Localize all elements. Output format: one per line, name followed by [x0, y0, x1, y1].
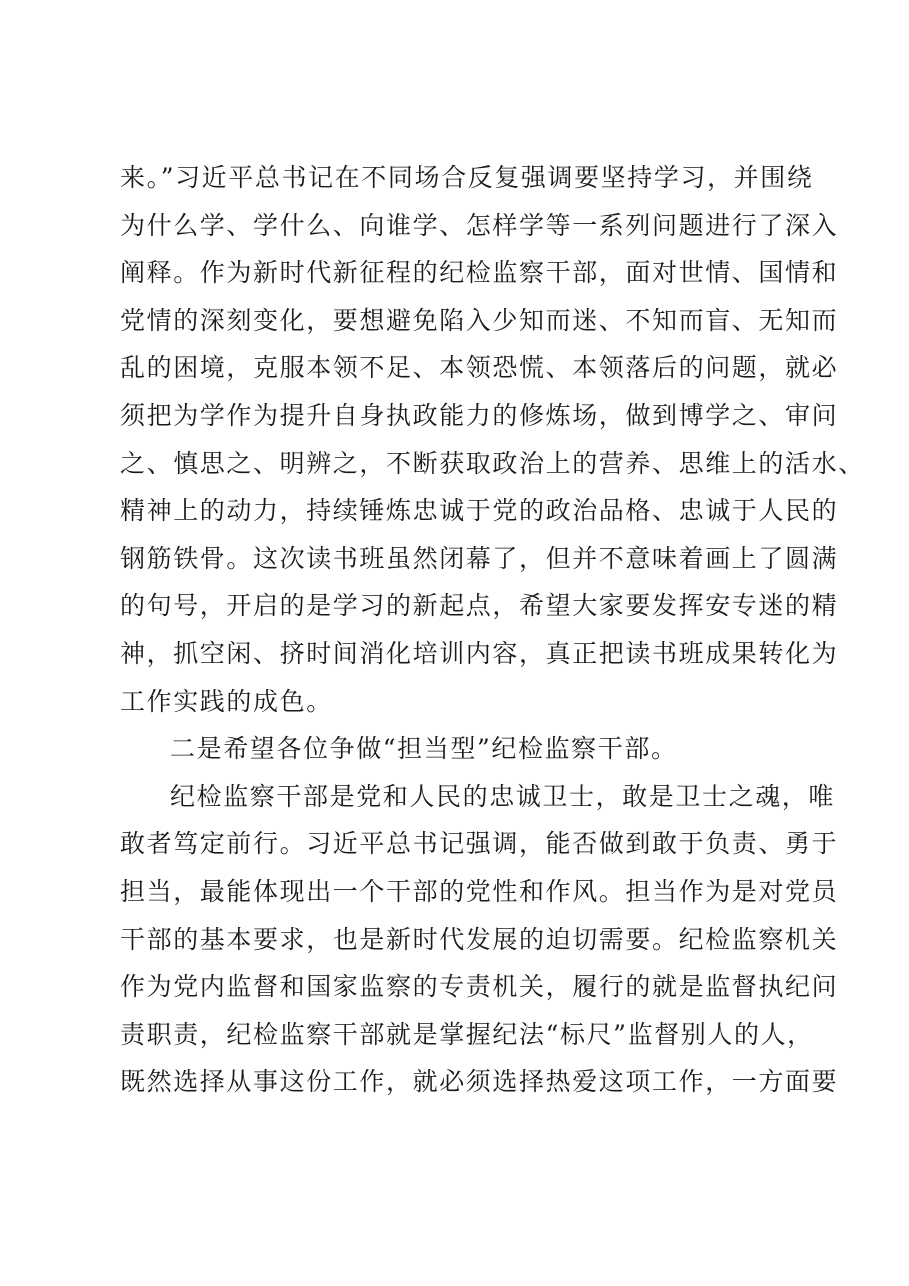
text-line: 作为党内监督和国家监察的专责机关，履行的就是监督执纪问 [120, 972, 839, 1002]
text-line: 神，抓空闲、挤时间消化培训内容，真正把读书班成果转化为 [120, 638, 839, 668]
text-line: 的句号，开启的是学习的新起点，希望大家要发挥安专迷的精 [120, 591, 839, 621]
section-heading: 二是希望各位争做“担当型”纪检监察干部。 [170, 734, 678, 764]
text-line: 敢者笃定前行。习近平总书记强调，能否做到敢于负责、勇于 [120, 829, 839, 859]
text-line: 责职责，纪检监察干部就是掌握纪法“标尺”监督别人的人， [120, 1019, 814, 1049]
text-line: 为什么学、学什么、向谁学、怎样学等一系列问题进行了深入 [120, 210, 839, 240]
text-line: 阐释。作为新时代新征程的纪检监察干部，面对世情、国情和 [120, 258, 839, 288]
text-line: 干部的基本要求，也是新时代发展的迫切需要。纪检监察机关 [120, 924, 839, 954]
body-text [120, 154, 865, 1106]
text-line: 担当，最能体现出一个干部的党性和作风。担当作为是对党员 [120, 876, 839, 906]
text-line: 须把为学作为提升自身执政能力的修炼场，做到博学之、审问 [120, 400, 839, 430]
text-line: 纪检监察干部是党和人民的忠诚卫士，敢是卫士之魂，唯 [170, 781, 836, 811]
text-line: 之、慎思之、明辨之，不断获取政治上的营养、思维上的活水、 [120, 448, 865, 478]
text-line: 既然选择从事这份工作，就必须选择热爱这项工作，一方面要 [120, 1067, 839, 1097]
text-line: 精神上的动力，持续锤炼忠诚于党的政治品格、忠诚于人民的 [120, 496, 839, 526]
text-line: 钢筋铁骨。这次读书班虽然闭幕了，但并不意味着画上了圆满 [120, 543, 839, 573]
text-line: 乱的困境，克服本领不足、本领恐慌、本领落后的问题，就必 [120, 353, 839, 383]
text-line: 来。”习近平总书记在不同场合反复强调要坚持学习，并围绕 [120, 163, 814, 192]
text-line: 党情的深刻变化，要想避免陷入少知而迷、不知而盲、无知而 [120, 305, 839, 335]
text-line: 工作实践的成色。 [120, 686, 333, 716]
